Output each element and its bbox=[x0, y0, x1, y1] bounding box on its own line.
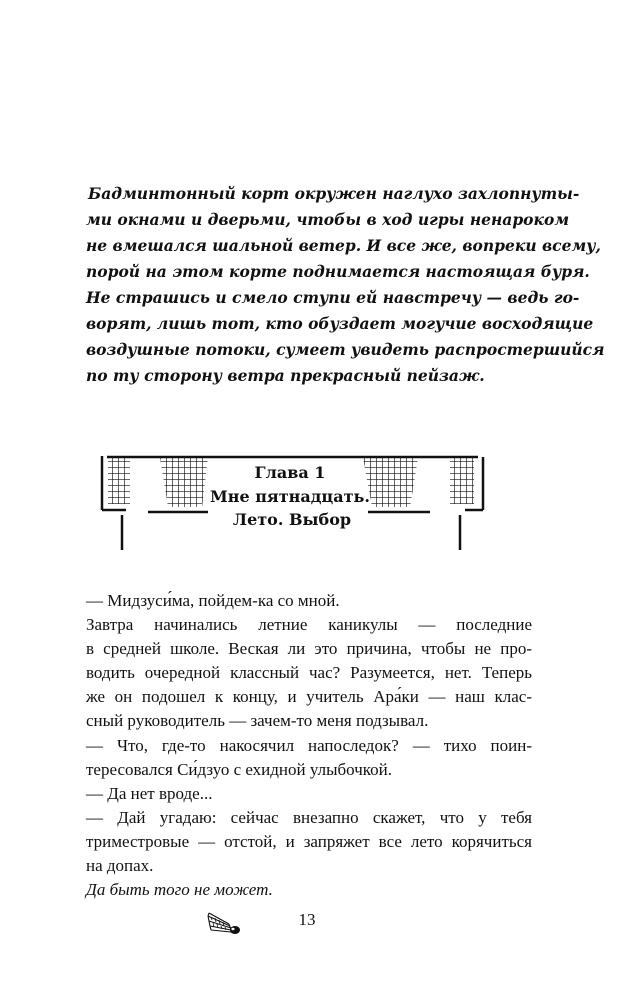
chapter-title-line: Лето. Выбор bbox=[232, 510, 352, 529]
body-line: же он подошел к концу, и учитель Ара́ки — наш клас- bbox=[86, 687, 532, 707]
body-line: — Что, где-то накосячил напоследок? — тихо поин- bbox=[86, 735, 532, 755]
body-line: в средней школе. Веская ли это причина, чтобы не про- bbox=[86, 639, 532, 659]
chapter-number: Глава 1 bbox=[254, 463, 326, 482]
epigraph-line: ворят, лишь тот, кто обуздает могучие восходящие bbox=[86, 314, 594, 333]
epigraph-line: Бадминтонный корт окружен наглухо захлопнуты- bbox=[88, 184, 580, 203]
body-line: триместровые — отстой, и запряжет все лето корячиться bbox=[86, 831, 532, 851]
body-line: водить очередной классный час? Разумеется, нет. Теперь bbox=[86, 663, 532, 683]
epigraph-line: порой на этом корте поднимается настоящая буря. bbox=[86, 262, 590, 281]
body-text bbox=[86, 589, 532, 902]
page-number: 13 bbox=[298, 910, 316, 929]
body-line: — Дай угадаю: сейчас внезапно скажет, что у тебя bbox=[86, 807, 532, 827]
epigraph-line: по ту сторону ветра прекрасный пейзаж. bbox=[86, 366, 485, 385]
epigraph-line: воздушные потоки, сумеет увидеть распростершийся bbox=[86, 340, 605, 359]
epigraph-line: ми окнами и дверьми, чтобы в ход игры ненароком bbox=[86, 210, 570, 229]
body-line: — Мидзуси́ма, пойдем-ка со мной. bbox=[86, 591, 340, 610]
epigraph-line: не вмешался шальной ветер. И все же, вопреки всему, bbox=[86, 236, 601, 255]
chapter-title-line: Мне пятнадцать. bbox=[210, 486, 370, 506]
body-line: Завтра начинались летние каникулы — последние bbox=[86, 615, 532, 635]
body-line: Да быть того не может. bbox=[86, 880, 273, 900]
chapter-heading bbox=[170, 461, 410, 532]
body-line: сный руководитель — зачем-то меня подзывал. bbox=[86, 711, 429, 731]
body-line: — Да нет вроде... bbox=[86, 783, 213, 803]
body-line: на допах. bbox=[86, 856, 154, 876]
body-line: тересовался Си́дзуо с ехидной улыбочкой. bbox=[86, 759, 393, 779]
epigraph-line: Не страшись и смело ступи ей навстречу — ведь го- bbox=[86, 288, 580, 307]
shuttlecock-icon bbox=[206, 908, 242, 938]
epigraph bbox=[86, 181, 605, 389]
